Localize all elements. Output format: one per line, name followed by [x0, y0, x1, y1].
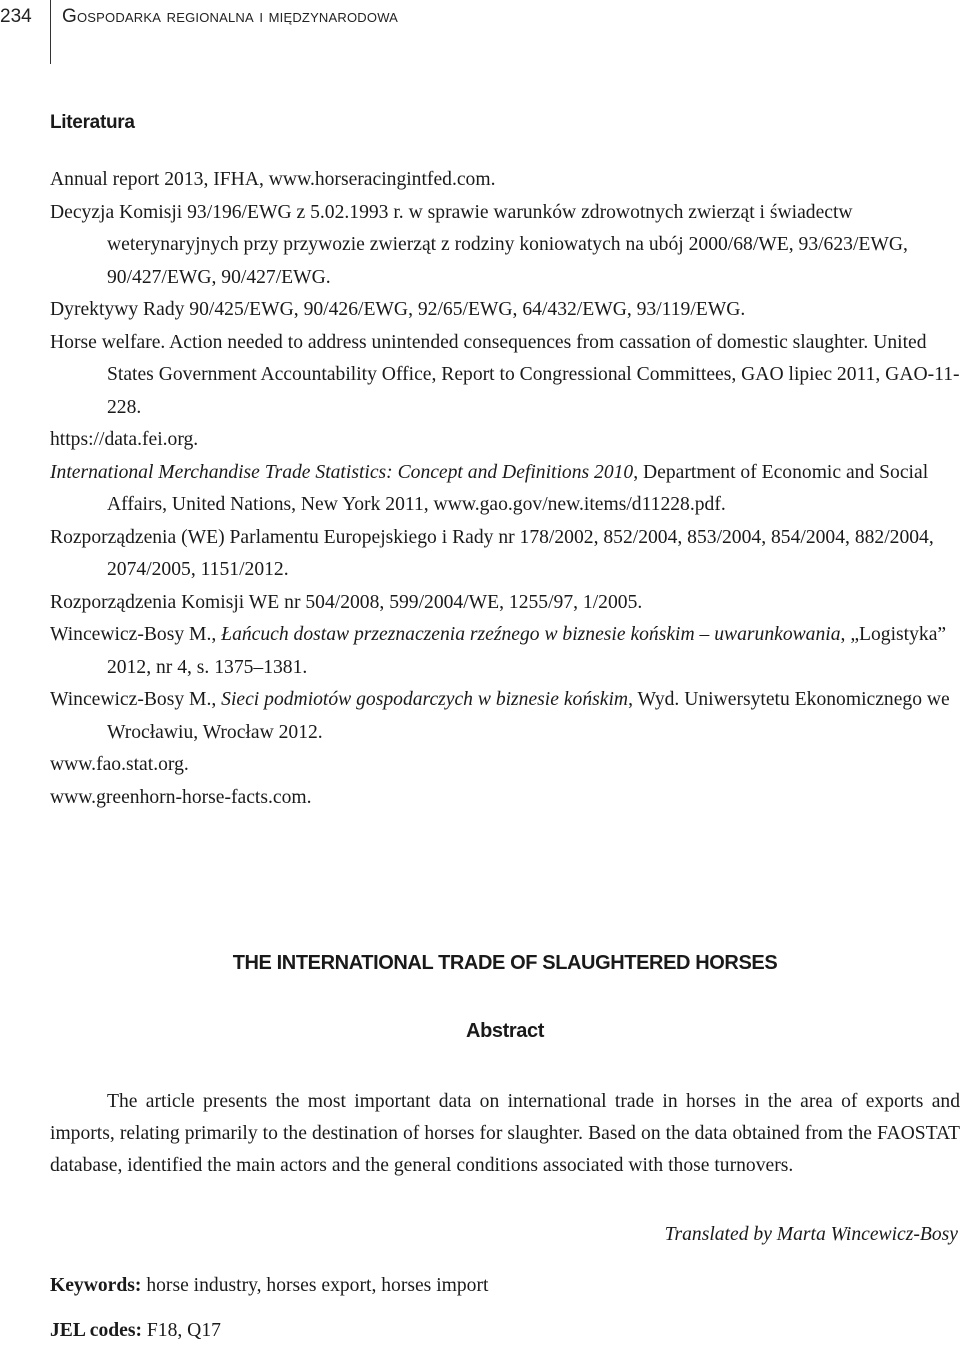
- reference-item: [50, 684, 960, 749]
- abstract-text: The article presents the most important data on international trade in horses in the area of exports and imports, relating primarily to the destination of horses for slaughter. Based on the data obtained from the FAOSTAT database, identified the main actors and the general conditions associated with those turnovers.: [50, 1091, 960, 1176]
- reference-author: Wincewicz-Bosy M.,: [50, 624, 222, 645]
- translator-credit: Translated by Marta Wincewicz-Bosy: [664, 1224, 958, 1245]
- reference-title: Łańcuch dostaw przeznaczenia rzeźnego w biznesie końskim – uwarunkowania: [221, 624, 841, 645]
- keywords-value: horse industry, horses export, horses import: [141, 1275, 489, 1296]
- reference-text: Decyzja Komisji 93/196/EWG z 5.02.1993 r. w sprawie warunków zdrowotnych zwierząt i świadectw weterynaryjnych przy przywozie zwierząt z rodziny koniowatych na ubój 2000/68/WE, 93/623/EWG, 90/427/EWG, 90/427/EWG.: [50, 201, 908, 288]
- reference-text: www.fao.stat.org.: [50, 754, 189, 775]
- reference-item: [50, 457, 960, 522]
- jel-codes-line: [50, 1320, 221, 1342]
- article-title: THE INTERNATIONAL TRADE OF SLAUGHTERED HORSES: [232, 952, 778, 974]
- reference-text: Dyrektywy Rady 90/425/EWG, 90/426/EWG, 92/65/EWG, 64/432/EWG, 93/119/EWG.: [50, 299, 746, 320]
- reference-text: Rozporządzenia (WE) Parlamentu Europejskiego i Rady nr 178/2002, 852/2004, 853/2004, 854/2004, 882/2004, 2074/2005, 1151/2012.: [50, 526, 934, 580]
- abstract-heading: Abstract: [466, 1020, 544, 1042]
- reference-item: [50, 749, 960, 782]
- reference-title: International Merchandise Trade Statistics: Concept and Definitions 2010: [50, 461, 634, 483]
- reference-text: , „Logistyka” 2012, nr 4, s. 1375–1381.: [107, 624, 947, 678]
- reference-item: [50, 327, 960, 425]
- reference-text: Annual report 2013, IFHA, www.horseracingintfed.com.: [50, 169, 496, 190]
- reference-title: Sieci podmiotów gospodarczych w biznesie końskim: [221, 689, 629, 710]
- jel-codes-value: F18, Q17: [142, 1320, 221, 1341]
- reference-author: Wincewicz-Bosy M.,: [50, 689, 222, 710]
- reference-text: Horse welfare. Action needed to address unintended consequences from cassation of domestic slaughter. United States Government Accountability Office, Report to Congressional Committees, GAO lipiec 2011, GAO-11-228.: [50, 331, 960, 418]
- reference-item: [50, 587, 960, 620]
- reference-text: www.greenhorn-horse-facts.com.: [50, 786, 312, 808]
- reference-item: [50, 522, 960, 587]
- reference-item: [50, 197, 960, 295]
- keywords-line: [50, 1275, 488, 1297]
- reference-text: Rozporządzenia Komisji WE nr 504/2008, 599/2004/WE, 1255/97, 1/2005.: [50, 591, 643, 613]
- jel-codes-label: JEL codes:: [50, 1320, 142, 1341]
- reference-text: , Wyd. Uniwersytetu Ekonomicznego we Wrocławiu, Wrocław 2012.: [107, 689, 950, 743]
- header-divider: [50, 0, 51, 64]
- keywords-label: Keywords:: [50, 1275, 142, 1296]
- running-title: Gospodarka regionalna i międzynarodowa: [62, 6, 399, 27]
- page-number: 234: [0, 6, 32, 27]
- page-header: [0, 0, 960, 64]
- reference-text: , Department of Economic and Social Affairs, United Nations, New York 2011, www.gao.gov/new.items/d11228.pdf.: [107, 461, 929, 515]
- reference-item: [50, 782, 960, 815]
- reference-text: https://data.fei.org.: [50, 429, 199, 450]
- reference-item: [50, 164, 960, 197]
- reference-item: [50, 619, 960, 684]
- reference-list: [50, 164, 960, 814]
- reference-item: [50, 424, 960, 457]
- literature-heading: Literatura: [50, 112, 135, 133]
- reference-item: [50, 294, 960, 327]
